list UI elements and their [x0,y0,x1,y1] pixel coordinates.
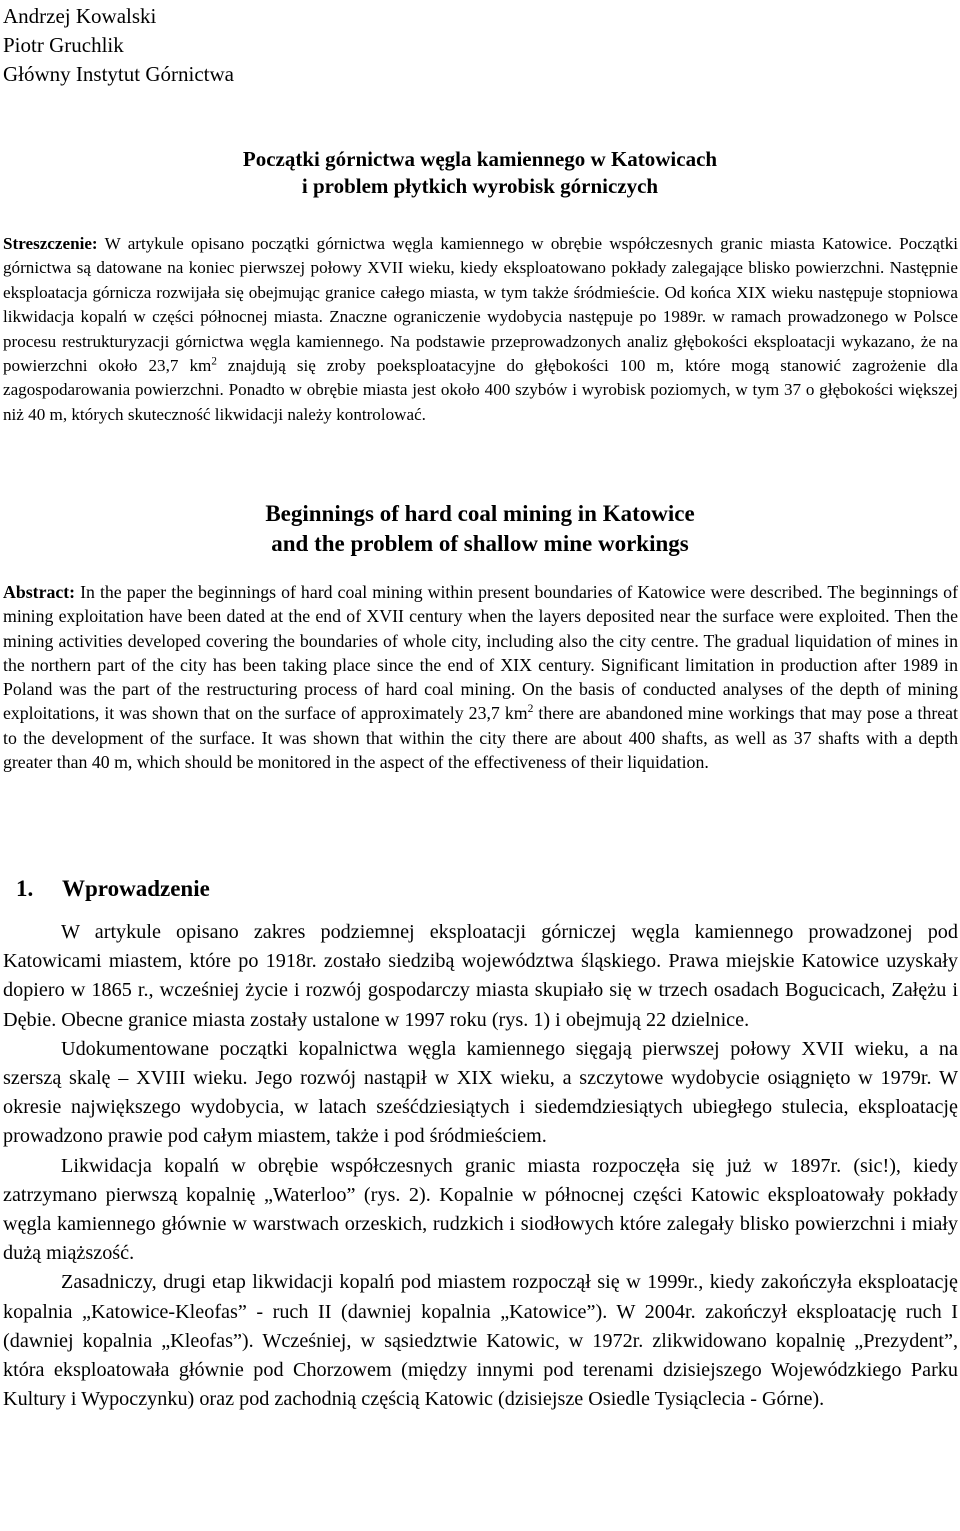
abstract-text: znajdują się zroby poeksploatacyjne do głębokości 100 m, które mogą stanowić zagrożenie dla zagospodarowania powierzchni. Ponadto w obrębie miasta jest około 400 szybów i wyrobisk poziomych, w tym 37 o głębokości większej niż 40 m, których skuteczność likwidacji należy kontrolować. [3,356,959,424]
abstract-label: Streszczenie: [3,234,98,253]
author-block [3,2,234,89]
superscript: 2 [211,355,217,368]
abstract-text: W artykule opisano początki górnictwa węgla kamiennego w obrębie współczesnych granic miasta Katowice. Początki górnictwa są datowane na koniec pierwszej połowy XVII wieku, kiedy eksploatowano pokłady zalegające blisko powierzchni. Następnie eksploatacja górnicza rozwijała się obejmując granice całego miasta, w tym także śródmieście. Od końca XIX wieku następuje stopniowa likwidacja kopalń w części północnej miasta. Znaczne ograniczenie wydobycia następuje po 1989r. w ramach prowadzonego w Polsce procesu restrukturyzacji górnictwa węgla kamiennego. Na podstawie przeprowadzonych analiz głębokości eksploatacji wykazano, że na powierzchni około 23,7 km [3,234,958,376]
title-line: i problem płytkich wyrobisk górniczych [301,174,659,198]
section-heading [16,876,210,902]
title-polish [0,146,960,200]
body-text [3,918,958,1414]
paragraph: Udokumentowane początki kopalnictwa węgla kamiennego sięgają pierwszej połowy XVII wieku, a na szerszą skalę – XVIII wieku. Jego rozwój nastąpił w XIX wieku, a szczytowe wydobycie osiągnięto w 1979r. W okresie największego wydobycia, w latach sześćdziesiątych i siedemdziesiątych ubiegłego stulecia, eksploatację prowadzono prawie pod całym miastem, także i pod śródmieściem. [3,1037,958,1148]
section-title: Wprowadzenie [62,876,210,901]
author-affiliation: Główny Instytut Górnictwa [3,62,234,86]
abstract-text: In the paper the beginnings of hard coal mining within present boundaries of Katowice were described. The beginnings of mining exploitation have been dated at the end of XVII century when the layers deposited near the surface were exploited. Then the mining activities developed covering the boundaries of whole city, including also the city centre. The gradual liquidation of mines in the northern part of the city has been taking place since the end of XIX century. Significant limitation in production after 1989 in Poland was the part of the restructuring process of hard coal mining. On the basis of conducted analyses of the depth of mining exploitations, it was shown that on the surface of approximately 23,7 km [3,582,958,724]
title-line: and the problem of shallow mine workings [271,531,689,556]
abstract-text: there are abandoned mine workings that may pose a threat to the development of the surface. It was shown that within the city there are about 400 shafts, as well as 37 shafts with a depth greater than 40 m, which should be monitored in the aspect of the effectiveness of their liquidation. [3,703,958,773]
title-line: Beginnings of hard coal mining in Katowice [265,501,695,526]
abstract-label: Abstract: [3,582,76,602]
superscript: 2 [527,702,534,716]
title-english [0,499,960,559]
section-number: 1. [16,876,34,901]
paragraph: Likwidacja kopalń w obrębie współczesnych granic miasta rozpoczęła się już w 1897r. (sic!), kiedy zatrzymano pierwszą kopalnię „Waterloo” (rys. 2). Kopalnie w północnej części Katowic eksploatowały pokłady węgla kamiennego głównie w warstwach orzeskich, rudzkich i siodłowych które zalegały blisko powierzchni i miały dużą miąższość. [3,1154,958,1265]
abstract-polish [3,232,958,427]
abstract-english [3,580,958,774]
author-name: Andrzej Kowalski [3,4,157,28]
paragraph: W artykule opisano zakres podziemnej eksploatacji górniczej węgla kamiennego prowadzonej pod Katowicami miastem, które po 1918r. zostało siedzibą województwa śląskiego. Prawa miejskie Katowice uzyskały dopiero w 1865 r., wcześniej życie i rozwój gospodarczy miasta skupiało się w trzech osadach Bogucicach, Załężu i Dębie. Obecne granice miasta zostały ustalone w 1997 roku (rys. 1) i obejmują 22 dzielnice. [3,921,958,1031]
paragraph: Zasadniczy, drugi etap likwidacji kopalń pod miastem rozpoczął się w 1999r., kiedy zakończyła eksploatację kopalnia „Katowice-Kleofas” - ruch II (dawniej kopalnia „Katowice”). W 2004r. zakończył eksploatację ruch I (dawniej kopalnia „Kleofas”). Wcześniej, w sąsiedztwie Katowic, w 1972r. zlikwidowano kopalnię „Prezydent”, która eksploatowała głównie pod Chorzowem (między innymi pod terenami dzisiejszego Wojewódzkiego Parku Kultury i Wypoczynku) oraz pod zachodnią częścią Katowic (dzisiejsze Osiedle Tysiąclecia - Górne). [3,1271,958,1411]
author-name: Piotr Gruchlik [3,33,124,57]
title-line: Początki górnictwa węgla kamiennego w Katowicach [242,147,718,171]
